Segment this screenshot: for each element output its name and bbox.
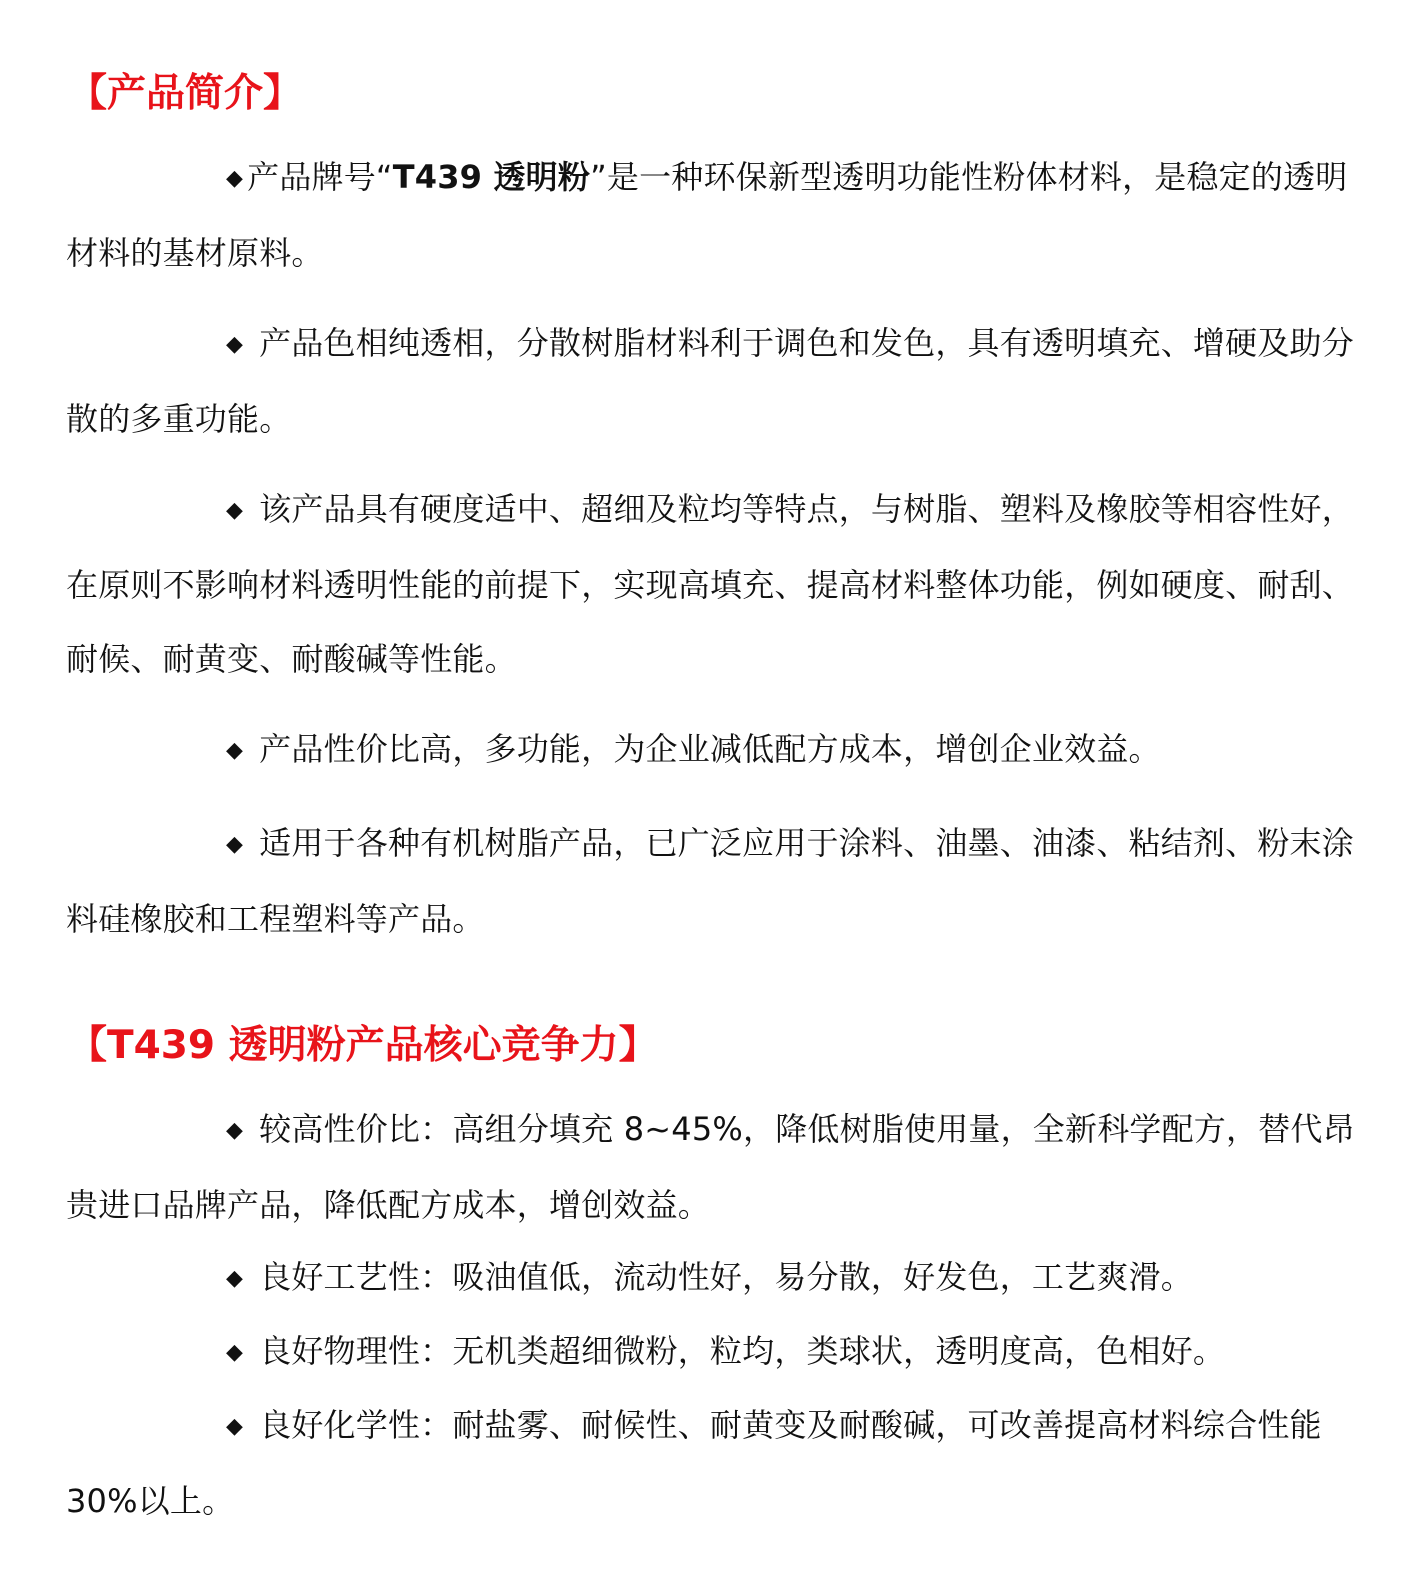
- core-item-1-text: 较高性价比：高组分填充 8~45%，降低树脂使用量，全新科学配方，替代昂贵进口品牌产品，降低配方成本，增创效益。: [66, 1110, 1355, 1224]
- core-item-4-text: 良好化学性：耐盐雾、耐候性、耐黄变及耐酸碱，可改善提高材料综合性能 30%以上。: [66, 1406, 1322, 1520]
- section-title-core: 【T439 透明粉产品核心竞争力】: [68, 1023, 658, 1068]
- intro-item-4-text: 产品性价比高，多功能，为企业减低配方成本，增创企业效益。: [259, 730, 1161, 768]
- core-item-3-text: 良好物理性：无机类超细微粉，粒均，类球状，透明度高，色相好。: [259, 1332, 1226, 1370]
- intro-item-3-text: 该产品具有硬度适中、超细及粒均等特点，与树脂、塑料及橡胶等相容性好，在原则不影响材料透明性能的前提下，实现高填充、提高材料整体功能，例如硬度、耐刮、耐候、耐黄变、耐酸碱等性能。: [66, 490, 1355, 678]
- intro-item-5: [66, 806, 1366, 956]
- intro-item-2: [66, 306, 1366, 456]
- core-item-1: [66, 1092, 1366, 1242]
- intro-item-3: [66, 472, 1366, 696]
- intro-item-1-suffix: ”是一种环保新型透明功能性粉体材料，是稳定的透明材料的基材原料。: [66, 158, 1348, 272]
- bullet-icon: ◆: [226, 738, 244, 763]
- bullet-icon: ◆: [226, 1118, 244, 1143]
- core-item-4: [66, 1388, 1366, 1538]
- section-title-intro: 【产品简介】: [68, 71, 303, 116]
- intro-item-1: [66, 140, 1366, 290]
- bullet-icon: ◆: [226, 832, 244, 857]
- bullet-icon: ◆: [226, 166, 244, 191]
- bullet-icon: ◆: [226, 1414, 244, 1439]
- intro-item-1-prefix: 产品牌号“: [247, 158, 393, 196]
- bullet-icon: ◆: [226, 332, 244, 357]
- intro-item-5-text: 适用于各种有机树脂产品，已广泛应用于涂料、油墨、油漆、粘结剂、粉末涂料硅橡胶和工程塑料等产品。: [66, 824, 1354, 938]
- bullet-icon: ◆: [226, 498, 244, 523]
- bullet-icon: ◆: [226, 1266, 244, 1291]
- core-item-2-text: 良好工艺性：吸油值低，流动性好，易分散，好发色，工艺爽滑。: [259, 1258, 1193, 1296]
- intro-item-2-text: 产品色相纯透相，分散树脂材料利于调色和发色，具有透明填充、增硬及助分散的多重功能。: [66, 324, 1354, 438]
- product-name: T439 透明粉: [392, 158, 591, 196]
- core-item-2: [66, 1240, 1366, 1316]
- intro-item-4: [66, 712, 1366, 788]
- bullet-icon: ◆: [226, 1340, 244, 1365]
- core-item-3: [66, 1314, 1366, 1390]
